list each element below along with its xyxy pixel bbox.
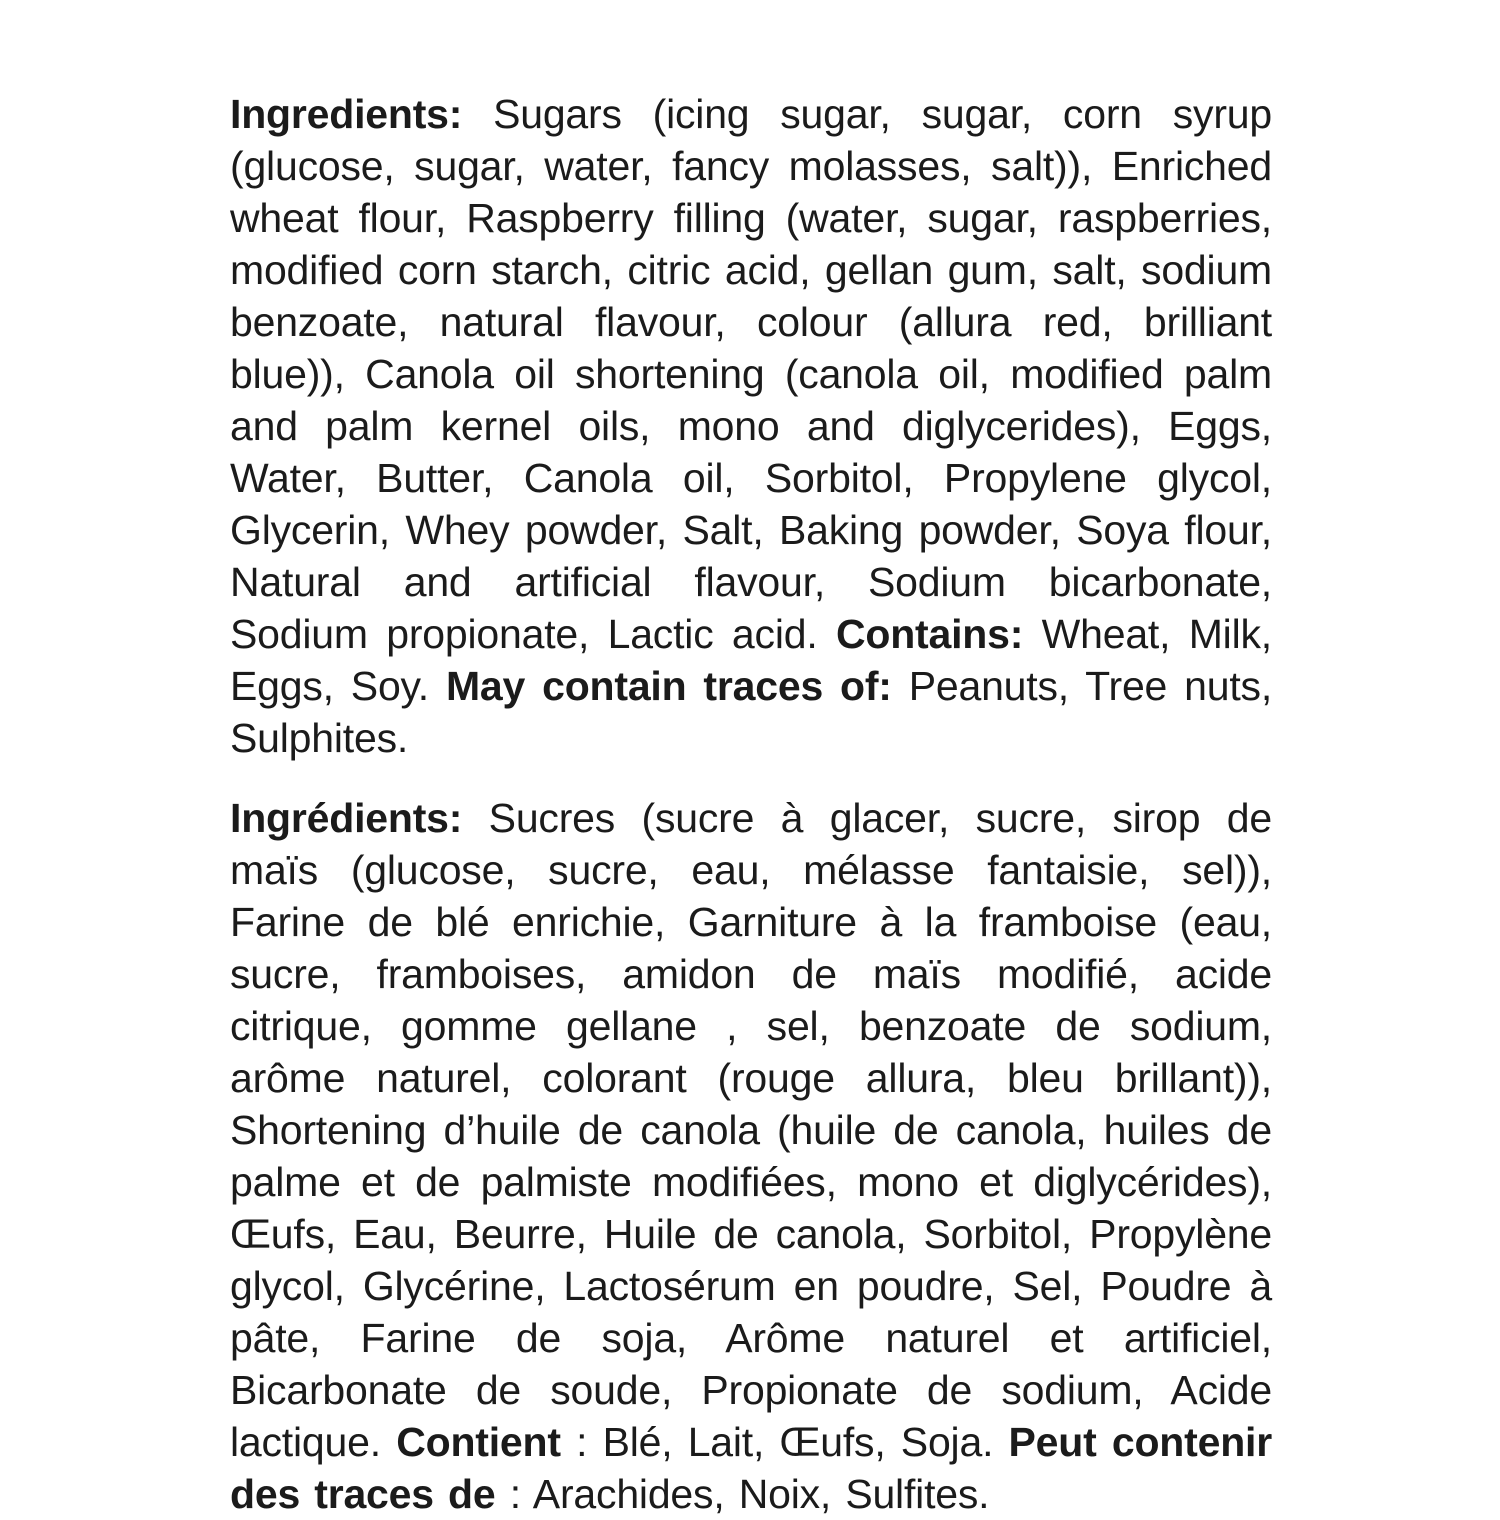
- label-keyword: Contains:: [835, 611, 1024, 657]
- label-keyword: Peut contenir des traces de: [230, 1419, 1272, 1517]
- label-text-run: Peanuts, Tree nuts, Sulphites.: [230, 663, 1273, 761]
- label-text-run: Sucres (sucre à glacer, sucre, sirop de maïs (glucose, sucre, eau, mélasse fantaisie, sel)), Farine de blé enrichie, Garniture à la framboise (eau, sucre, framboises, amidon de maïs modifié, acide citrique, gomme gellane , sel, benzoate de sodium, arôme naturel, colorant (rouge allura, bleu brillant)), Shortening d’huile de canola (huile de canola, huiles de palme et de palmiste modifiées, mono et diglycérides), Œufs, Eau, Beurre, Huile de canola, Sorbitol, Propylène glycol, Glycérine, Lactosérum en poudre, Sel, Poudre à pâte, Farine de soja, Arôme naturel et artificiel, Bicarbonate de soude, Propionate de sodium, Acide lactique.: [230, 795, 1272, 1465]
- ingredients-paragraph-english: [230, 88, 1272, 764]
- label-keyword: Ingredients:: [230, 91, 463, 137]
- ingredients-paragraph-french: [230, 792, 1272, 1520]
- label-keyword: May contain traces of:: [445, 663, 892, 709]
- label-keyword: Ingrédients:: [230, 795, 463, 841]
- label-text-run: Sugars (icing sugar, sugar, corn syrup (glucose, sugar, water, fancy molasses, salt)), Enriched wheat flour, Raspberry filling (water, sugar, raspberries, modified corn starch, citric acid, gellan gum, salt, sodium benzoate, natural flavour, colour (allura red, brilliant blue)), Canola oil shortening (canola oil, modified palm and palm kernel oils, mono and diglycerides), Eggs, Water, Butter, Canola oil, Sorbitol, Propylene glycol, Glycerin, Whey powder, Salt, Baking powder, Soya flour, Natural and artificial flavour, Sodium bicarbonate, Sodium propionate, Lactic acid.: [230, 91, 1272, 657]
- label-text-run: : Blé, Lait, Œufs, Soja.: [560, 1419, 1009, 1465]
- label-text-run: : Arachides, Noix, Sulfites.: [495, 1471, 990, 1517]
- label-text-run: Wheat, Milk, Eggs, Soy.: [230, 611, 1272, 709]
- ingredient-label: [230, 88, 1272, 1520]
- label-keyword: Contient: [396, 1419, 561, 1465]
